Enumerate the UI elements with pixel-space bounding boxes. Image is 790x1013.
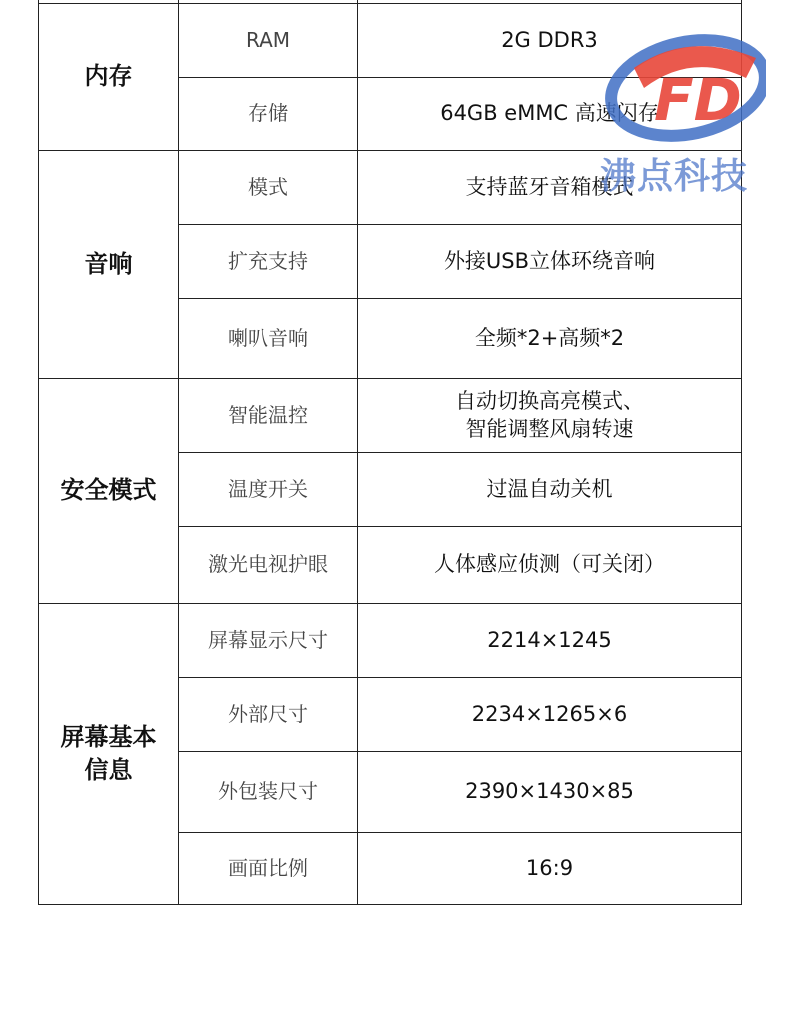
spec-value: 2234×1265×6 bbox=[358, 677, 742, 751]
spec-item-label: 智能温控 bbox=[179, 378, 358, 452]
spec-item-label: 屏幕显示尺寸 bbox=[179, 603, 358, 677]
spec-item-label: 温度开关 bbox=[179, 452, 358, 526]
group-label-safety: 安全模式 bbox=[39, 378, 179, 603]
table-row bbox=[39, 378, 742, 452]
spec-value: 外接USB立体环绕音响 bbox=[358, 224, 742, 298]
table-row bbox=[39, 603, 742, 677]
brand-name-watermark: 沸点科技 bbox=[600, 156, 749, 197]
spec-item-label: 激光电视护眼 bbox=[179, 526, 358, 603]
spec-item-label: 画面比例 bbox=[179, 832, 358, 904]
spec-value: 64GB eMMC 高速闪存 bbox=[358, 77, 742, 150]
spec-item-label: 外包装尺寸 bbox=[179, 751, 358, 832]
group-label-screen bbox=[39, 603, 179, 904]
group-label-line: 屏幕基本 bbox=[60, 723, 157, 752]
spec-item-label: 模式 bbox=[179, 150, 358, 224]
spec-value: 过温自动关机 bbox=[358, 452, 742, 526]
spec-value-line: 自动切换高亮模式、 bbox=[455, 388, 644, 413]
spec-item-label: 扩充支持 bbox=[179, 224, 358, 298]
spec-value-multiline bbox=[358, 378, 742, 452]
spec-value-line: 智能调整风扇转速 bbox=[465, 417, 634, 441]
logo-letters: FD bbox=[654, 66, 742, 134]
spec-value: 支持蓝牙音箱模式 bbox=[358, 150, 742, 224]
spec-value: 2214×1245 bbox=[358, 603, 742, 677]
spec-value: 16:9 bbox=[358, 832, 742, 904]
group-label-line: 信息 bbox=[84, 755, 133, 784]
spec-item-label: RAM bbox=[179, 3, 358, 77]
spec-value: 2390×1430×85 bbox=[358, 751, 742, 832]
spec-item-label: 存储 bbox=[179, 77, 358, 150]
spec-value: 全频*2+高频*2 bbox=[358, 298, 742, 378]
group-label-memory: 内存 bbox=[39, 3, 179, 150]
spec-value: 2G DDR3 bbox=[358, 3, 742, 77]
spec-value: 人体感应侦测（可关闭） bbox=[358, 526, 742, 603]
group-label-audio: 音响 bbox=[39, 150, 179, 378]
spec-item-label: 喇叭音响 bbox=[179, 298, 358, 378]
spec-item-label: 外部尺寸 bbox=[179, 677, 358, 751]
